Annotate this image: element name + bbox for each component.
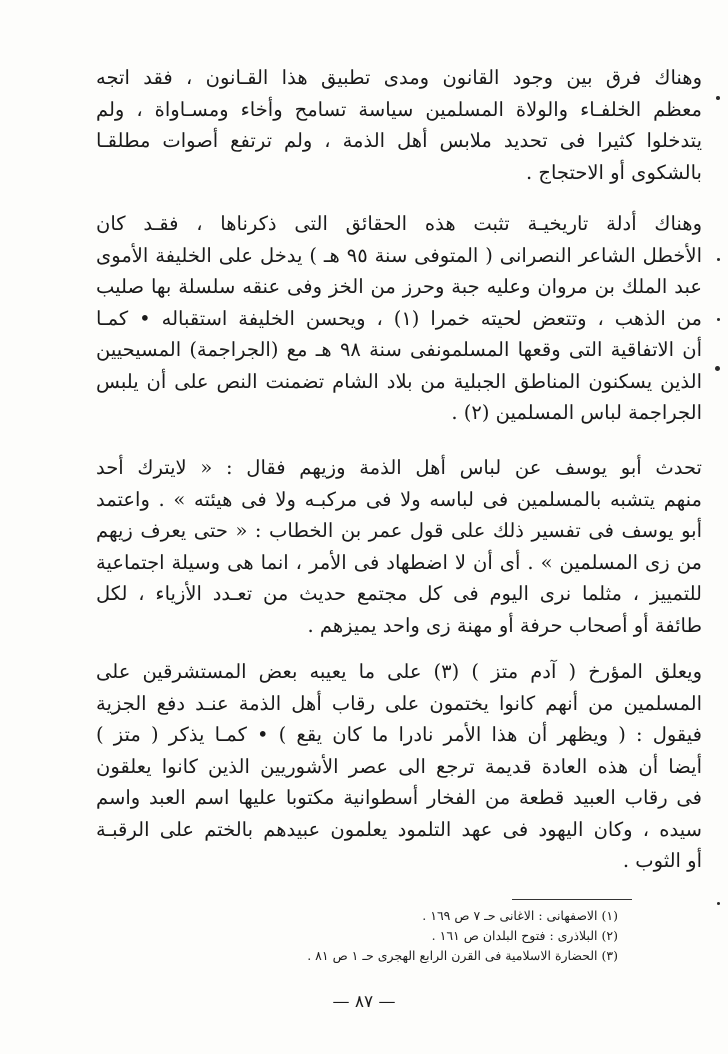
text-line: من زى المسلمين » . أى أن لا اضطهاد فى الأمر ، انما هى وسيلة اجتماعية xyxy=(96,550,702,574)
margin-mark xyxy=(715,366,720,371)
margin-mark xyxy=(717,902,720,905)
margin-mark xyxy=(716,96,720,100)
text-line: يتدخلوا كثيرا فى تحديد ملابس أهل الذمة ، ولم ترتفع أصوات مطلقـا xyxy=(96,129,702,152)
footnote-divider xyxy=(512,899,632,900)
text-line: فيقول : ( ويظهر أن هذا الأمر نادرا ما كان يقع ) • كمـا يذكر ( متز ) xyxy=(96,723,702,746)
paragraph xyxy=(96,656,702,877)
text-line: طائفة أو أصحاب حرفة أو مهنة زى واحد يميزهم . xyxy=(307,613,702,637)
text-line: وهناك أدلة تاريخيـة تثبت هذه الحقائق التى ذكرناها ، فقـد كان xyxy=(96,212,702,235)
text-line: الجراجمة لباس المسلمين (٢) . xyxy=(451,401,702,424)
text-line: معظم الخلفـاء والولاة المسلمين سياسة تسامح وأخاء ومسـاواة ، ولم xyxy=(96,97,702,121)
text-line: تحدث أبو يوسف عن لباس أهل الذمة وزيهم فقال : « لايترك أحد xyxy=(96,456,702,479)
text-line: للتمييز ، مثلما نرى اليوم فى كل مجتمع حديث من تعـدد الأزياء ، لكل xyxy=(96,582,702,605)
text-line: بالشكوى أو الاحتجاج . xyxy=(525,160,702,184)
text-line: ويعلق المؤرخ ( آدم متز ) (٣) على ما يعيبه بعض المستشرقين على xyxy=(96,660,702,683)
margin-mark xyxy=(717,318,720,321)
paragraph xyxy=(96,208,702,429)
text-line: فى رقاب العبيد قطعة من الفخار أسطوانية مكتوبا عليها اسم العبد واسم xyxy=(96,786,702,809)
text-line: أو الثوب . xyxy=(622,849,702,872)
page-number: — ٨٧ — xyxy=(332,992,396,1012)
text-line: الذين يسكنون المناطق الجبلية من بلاد الشام تضمنت النص على أن يلبس xyxy=(96,369,702,393)
footnote: (٣) الحضارة الاسلامية فى القرن الرابع الهجرى حـ ١ ص ٨١ . xyxy=(307,948,618,963)
text-line: منهم يتشبه بالمسلمين فى لباسه ولا فى مركبـه ولا فى هيئته » . واعتمد xyxy=(96,487,702,511)
footnote: (١) الاصفهانى : الاغانى حـ ٧ ص ١٦٩ . xyxy=(422,908,618,923)
text-line: المسلمين من أنهم كانوا يختمون على رقاب أهل الذمة عنـد دفع الجزية xyxy=(96,691,702,715)
margin-mark xyxy=(717,258,720,261)
text-line: سيده ، وكان اليهود فى عهد التلمود يعلمون عبيدهم بالختم على الرقبـة xyxy=(96,817,702,841)
footnote: (٢) البلاذرى : فتوح البلدان ص ١٦١ . xyxy=(431,928,618,943)
paragraph xyxy=(96,62,702,188)
text-line: من الذهب ، وتتعض لحيته خمرا (١) ، ويحسن الخليفة استقباله • كمـا xyxy=(96,306,702,330)
paragraph xyxy=(96,452,702,641)
text-line: أبو يوسف فى تفسير ذلك على قول عمر بن الخطاب : « حتى يعرف زيهم xyxy=(96,519,702,542)
text-line: الأخطل الشاعر النصرانى ( المتوفى سنة ٩٥ هـ ) يدخل على الخليفة الأموى xyxy=(96,243,702,267)
text-line: وهناك فرق بين وجود القانون ومدى تطبيق هذا القـانون ، فقد اتجه xyxy=(96,66,702,89)
text-line: أن الاتفاقية التى وقعها المسلمونفى سنة ٩٨ هـ مع (الجراجمة) المسيحيين xyxy=(96,338,702,361)
text-line: أيضا أن هذه العادة قديمة ترجع الى عصر الأشوريين الذين كانوا يعلقون xyxy=(96,754,702,778)
footnotes xyxy=(168,906,618,966)
text-line: عبد الملك بن مروان وعليه جبة وحرز من الخز وفى عنقه سلسلة بها صليب xyxy=(96,275,702,298)
